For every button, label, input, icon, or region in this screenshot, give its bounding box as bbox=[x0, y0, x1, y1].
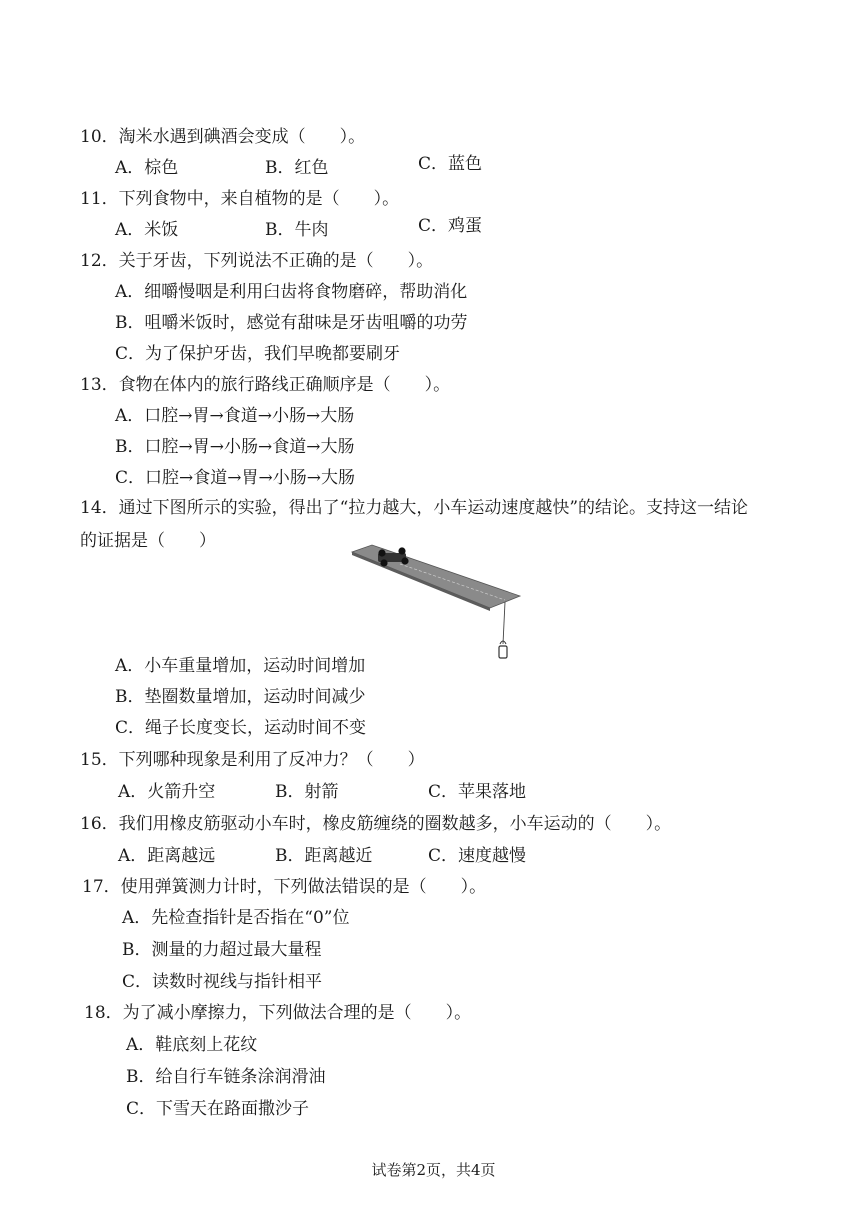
question-16-option-a: A．距离越远 bbox=[118, 846, 216, 866]
question-10-option-a: A．棕色 bbox=[115, 158, 179, 178]
question-11-option-a: A．米饭 bbox=[115, 220, 179, 240]
question-13-stem: 13．食物在体内的旅行路线正确顺序是（ ）。 bbox=[80, 375, 451, 395]
question-15-option-b: B．射箭 bbox=[275, 782, 339, 802]
question-14-option-b: B．垫圈数量增加，运动时间减少 bbox=[115, 687, 366, 707]
question-12-stem: 12．关于牙齿，下列说法不正确的是（ ）。 bbox=[80, 251, 434, 271]
question-15-stem: 15．下列哪种现象是利用了反冲力？（ ） bbox=[80, 750, 425, 770]
question-12-option-a: A．细嚼慢咽是利用臼齿将食物磨碎，帮助消化 bbox=[115, 282, 468, 302]
question-17-option-c: C．读数时视线与指针相平 bbox=[122, 972, 323, 992]
question-13-option-c: C．口腔→食道→胃→小肠→大肠 bbox=[115, 468, 355, 488]
question-11-stem: 11．下列食物中，来自植物的是（ ）。 bbox=[80, 189, 400, 209]
question-11-option-c: C．鸡蛋 bbox=[418, 216, 483, 236]
question-18-option-b: B．给自行车链条涂润滑油 bbox=[126, 1067, 326, 1087]
question-13-option-a: A．口腔→胃→食道→小肠→大肠 bbox=[115, 406, 355, 426]
question-14-stem-continued: 的证据是（ ） bbox=[80, 531, 216, 551]
question-14-option-c: C．绳子长度变长，运动时间不变 bbox=[115, 718, 367, 738]
question-14-option-a: A．小车重量增加，运动时间增加 bbox=[115, 656, 366, 676]
question-18-option-c: C．下雪天在路面撒沙子 bbox=[126, 1099, 310, 1119]
question-17-stem: 17．使用弹簧测力计时，下列做法错误的是（ ）。 bbox=[82, 877, 487, 897]
question-10-stem: 10．淘米水遇到碘酒会变成（ ）。 bbox=[80, 127, 366, 147]
question-16-stem: 16．我们用橡皮筋驱动小车时，橡皮筋缠绕的圈数越多，小车运动的（ ）。 bbox=[80, 814, 672, 834]
ramp-board bbox=[352, 545, 520, 608]
question-18-option-a: A．鞋底刻上花纹 bbox=[126, 1035, 258, 1055]
question-11-option-b: B．牛肉 bbox=[265, 220, 329, 240]
experiment-figure bbox=[350, 540, 525, 670]
question-17-option-b: B．测量的力超过最大量程 bbox=[122, 940, 322, 960]
question-12-option-c: C．为了保护牙齿，我们早晚都要刷牙 bbox=[115, 344, 401, 364]
question-15-option-c: C．苹果落地 bbox=[428, 782, 527, 802]
question-17-option-a: A．先检查指针是否指在“0”位 bbox=[122, 908, 350, 928]
question-16-option-c: C．速度越慢 bbox=[428, 846, 527, 866]
question-18-stem: 18．为了减小摩擦力，下列做法合理的是（ ）。 bbox=[84, 1003, 472, 1023]
page-footer: 试卷第2页，共4页 bbox=[371, 1161, 496, 1179]
question-15-option-a: A．火箭升空 bbox=[118, 782, 216, 802]
question-13-option-b: B．口腔→胃→小肠→食道→大肠 bbox=[115, 437, 355, 457]
question-10-option-b: B．红色 bbox=[265, 158, 329, 178]
question-14-stem: 14．通过下图所示的实验，得出了“拉力越大，小车运动速度越快”的结论。支持这一结论 bbox=[80, 498, 749, 518]
question-16-option-b: B．距离越近 bbox=[275, 846, 373, 866]
question-10-option-c: C．蓝色 bbox=[418, 154, 483, 174]
hanging-string bbox=[503, 602, 505, 644]
question-12-option-b: B．咀嚼米饭时，感觉有甜味是牙齿咀嚼的功劳 bbox=[115, 313, 468, 333]
